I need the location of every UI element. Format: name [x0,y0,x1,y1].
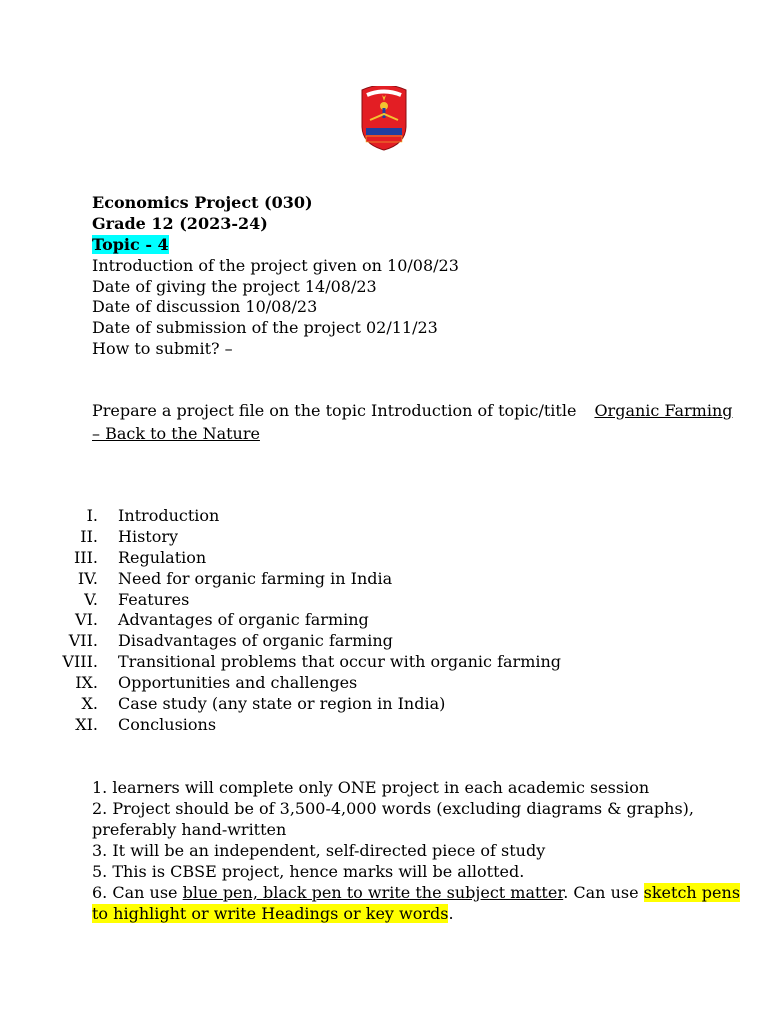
school-logo [358,86,410,152]
list-numeral: VIII. [62,652,98,672]
list-item-text: Regulation [118,547,207,567]
rule-6-prefix: 6. Can use [92,883,183,902]
list-item-text: Case study (any state or region in India) [118,694,446,714]
topic-highlight: Topic - 4 [92,235,169,254]
topic-line [92,234,169,255]
list-numeral: I. [86,506,98,525]
list-item-text: Advantages of organic farming [118,610,369,630]
list-numeral: II. [80,526,98,546]
prompt-lead: Prepare a project file on the topic Introduction of topic/title [92,401,577,420]
rule-6-highlight-2: to highlight or write Headings or key words [92,904,449,923]
rule-6-highlight-1: sketch pens [643,883,741,902]
rule-6-continued [92,903,454,924]
list-numeral: IV. [77,568,98,588]
list-item-text: Features [118,589,190,609]
project-title: Economics Project (030) [92,193,313,212]
how-to-submit-line: How to submit? – [92,339,233,358]
list-item [60,652,561,673]
list-item-text: Transitional problems that occur with organic farming [118,652,562,672]
list-item [60,715,561,736]
rule-2: 2. Project should be of 3,500-4,000 words (excluding diagrams & graphs), [92,799,695,818]
list-numeral: VI. [75,610,98,630]
intro-date-line: Introduction of the project given on 10/08/23 [92,256,459,275]
list-item-text: History [118,526,179,546]
list-item [60,631,561,652]
discussion-date-line: Date of discussion 10/08/23 [92,297,318,316]
list-item [60,569,561,590]
list-item-text: Introduction [118,506,220,525]
list-item [60,673,561,694]
list-item-text: Disadvantages of organic farming [118,631,393,651]
list-numeral: XI. [75,714,98,734]
rule-6 [92,882,740,903]
rule-6-underlined: blue pen, black pen to write the subject matter [182,883,564,902]
list-numeral: V. [84,589,98,609]
list-item [60,610,561,631]
list-numeral: IX. [75,673,98,693]
list-item [60,694,561,715]
list-numeral: VII. [68,631,98,651]
prompt-line-2 [92,423,260,444]
giving-date-line: Date of giving the project 14/08/23 [92,277,377,296]
grade-line: Grade 12 (2023-24) [92,214,268,233]
list-numeral: III. [73,547,98,567]
rule-6-end: . [448,904,454,923]
rule-1: 1. learners will complete only ONE project in each academic session [92,778,650,797]
prompt-line [92,400,733,421]
rule-3: 3. It will be an independent, self-directed piece of study [92,841,546,860]
list-item [60,548,561,569]
rule-5: 5. This is CBSE project, hence marks will be allotted. [92,862,525,881]
list-item [60,527,561,548]
list-item-text: Conclusions [118,714,217,734]
project-title-part1: Organic Farming [594,401,733,420]
rule-2-continued: preferably hand-written [92,820,287,839]
rule-6-mid: . Can use [563,883,644,902]
list-item-text: Opportunities and challenges [118,673,358,693]
outline-list [60,506,561,736]
list-item [60,506,561,527]
submission-date-line: Date of submission of the project 02/11/23 [92,318,438,337]
list-item [60,590,561,611]
project-title-part2: – Back to the Nature [92,424,260,443]
list-numeral: X. [81,694,98,714]
list-item-text: Need for organic farming in India [118,568,393,588]
